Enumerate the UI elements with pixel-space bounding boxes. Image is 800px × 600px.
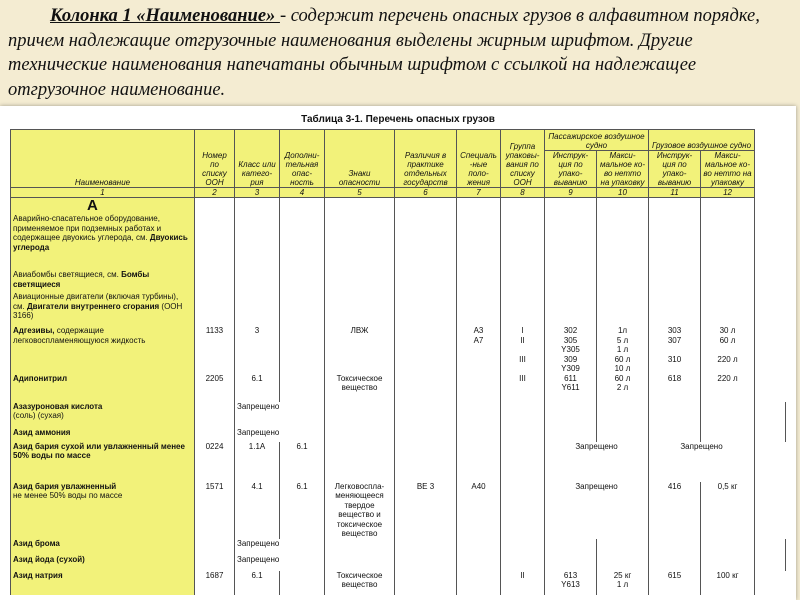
- packing-group: [501, 442, 545, 482]
- class-division: 1.1А: [235, 442, 280, 482]
- table-title: Таблица 3-1. Перечень опасных грузов: [301, 114, 495, 125]
- goods-name: Азид брома: [11, 539, 195, 555]
- empty-cell: [701, 555, 755, 571]
- forbidden-note: Запрещено: [235, 539, 325, 555]
- forbidden-note: Запрещено: [235, 428, 325, 442]
- goods-name: Адипонитрил: [11, 374, 195, 402]
- subsidiary-risk: 6.1: [280, 442, 325, 482]
- special-provision: [457, 571, 501, 595]
- header-variations: Различия в практике отдельных государств: [395, 130, 457, 188]
- hazard-label: [325, 442, 395, 482]
- packing-group: II: [501, 571, 545, 595]
- forbidden-note: Запрещено: [235, 555, 325, 571]
- hazard-label: Легковоспла-меняющееся твердое вещество и токсическое вещество: [325, 482, 395, 539]
- empty-cell: [325, 402, 395, 428]
- column-number: 4: [280, 188, 325, 198]
- empty-cell: [457, 428, 501, 442]
- empty-cell: [457, 555, 501, 571]
- empty-cell: [325, 539, 395, 555]
- special-provision: [457, 292, 501, 326]
- passenger-instruction: 302 305 Y305 309 Y309: [545, 326, 597, 374]
- header-name: Наименование: [11, 130, 195, 188]
- header-group-passenger: Пассажирское воздушное судно: [545, 130, 649, 151]
- hazard-label: [325, 292, 395, 326]
- header-cargo-pi: Инструк-ция по упако-выванию: [649, 151, 701, 188]
- empty-cell: [545, 402, 597, 428]
- un-number: [195, 214, 235, 270]
- table-row: [11, 326, 786, 374]
- empty-cell: [457, 539, 501, 555]
- cargo-max-qty: 30 л 60 л 220 л: [701, 326, 755, 374]
- table-row: [11, 214, 786, 270]
- state-variation: [395, 571, 457, 595]
- cargo-max-qty: 0,5 кг: [701, 482, 755, 539]
- cargo-instruction: 416: [649, 482, 701, 539]
- state-variation: [395, 374, 457, 402]
- un-number: [195, 428, 235, 442]
- hazard-label: ЛВЖ: [325, 326, 395, 374]
- forbidden-note: Запрещено: [235, 402, 325, 428]
- empty-cell: [649, 428, 701, 442]
- table-row: [11, 442, 786, 482]
- hazard-label: Токсическое вещество: [325, 571, 395, 595]
- state-variation: [395, 270, 457, 292]
- empty-cell: [755, 402, 786, 428]
- un-number: 0224: [195, 442, 235, 482]
- column-number: 8: [501, 188, 545, 198]
- un-number: [195, 402, 235, 428]
- header-cargo-qty: Макси-мальное ко-во нетто на упаковку: [701, 151, 755, 188]
- subsidiary-risk: [280, 292, 325, 326]
- un-number: 1687: [195, 571, 235, 595]
- column-number: 3: [235, 188, 280, 198]
- cargo-max-qty: 220 л: [701, 374, 755, 402]
- empty-cell: [649, 402, 701, 428]
- goods-name: Азид натрия: [11, 571, 195, 595]
- empty-cell: [597, 428, 649, 442]
- passenger-max-qty: 1л 5 л 1 л 60 л 10 л: [597, 326, 649, 374]
- empty-cell: [395, 539, 457, 555]
- class-division: 6.1: [235, 571, 280, 595]
- cargo-max-qty: 100 кг: [701, 571, 755, 595]
- cargo-max-qty: [701, 270, 755, 292]
- packing-group: [501, 270, 545, 292]
- cargo-instruction: 618: [649, 374, 701, 402]
- table-row: [11, 571, 786, 595]
- column-number: 11: [649, 188, 701, 198]
- empty-cell: [755, 539, 786, 555]
- empty-cell: [545, 539, 597, 555]
- un-number: 1571: [195, 482, 235, 539]
- class-division: 6.1: [235, 374, 280, 402]
- empty-cell: [701, 539, 755, 555]
- empty-cell: [395, 555, 457, 571]
- table-row: [11, 482, 786, 539]
- goods-name: Аварийно-спасательное оборудование, применяемое при подземных работах и содержащее двуокись углерода, см. Двуокись углерода: [11, 214, 195, 270]
- empty-cell: [325, 428, 395, 442]
- subsidiary-risk: [280, 374, 325, 402]
- subsidiary-risk: [280, 571, 325, 595]
- passenger-max-qty: [597, 270, 649, 292]
- passenger-instruction: [545, 214, 597, 270]
- state-variation: [395, 292, 457, 326]
- un-number: 2205: [195, 374, 235, 402]
- section-letter: А: [11, 198, 195, 215]
- hazard-label: [325, 270, 395, 292]
- caption-lead: Колонка 1 «Наименование»: [50, 6, 280, 26]
- header-un: Номер по списку ООН: [195, 130, 235, 188]
- un-number: [195, 555, 235, 571]
- header-pax-qty: Макси-мальное ко-во нетто на упаковку: [597, 151, 649, 188]
- empty-cell: [395, 428, 457, 442]
- hazard-label: Токсическое вещество: [325, 374, 395, 402]
- subsidiary-risk: [280, 214, 325, 270]
- empty-cell: [597, 402, 649, 428]
- column-number: 5: [325, 188, 395, 198]
- state-variation: [395, 326, 457, 374]
- header-special: Специаль-ные поло-жения: [457, 130, 501, 188]
- passenger-instruction: 613 Y613: [545, 571, 597, 595]
- dangerous-goods-table: [10, 129, 786, 595]
- header-pax-pi: Инструк-ция по упако-выванию: [545, 151, 597, 188]
- table-body: [11, 198, 786, 595]
- table-row: [11, 374, 786, 402]
- table-row: [11, 402, 786, 428]
- table-row: [11, 292, 786, 326]
- table-row: [11, 539, 786, 555]
- empty-cell: [597, 555, 649, 571]
- un-number: [195, 270, 235, 292]
- special-provision: [457, 270, 501, 292]
- packing-group: I II III: [501, 326, 545, 374]
- subsidiary-risk: [280, 326, 325, 374]
- cargo-instruction: [649, 214, 701, 270]
- header-group-cargo: Грузовое воздушное судно: [649, 130, 755, 151]
- un-number: 1133: [195, 326, 235, 374]
- passenger-max-qty: [597, 214, 649, 270]
- special-provision: [457, 442, 501, 482]
- empty-cell: [649, 539, 701, 555]
- passenger-instruction: 611 Y611: [545, 374, 597, 402]
- header-class: Класс или катего-рия: [235, 130, 280, 188]
- passenger-max-qty: [597, 292, 649, 326]
- class-division: 3: [235, 326, 280, 374]
- packing-group: [501, 214, 545, 270]
- header-subsidiary: Дополни-тельная опас-ность: [280, 130, 325, 188]
- empty-cell: [701, 402, 755, 428]
- empty-cell: [545, 428, 597, 442]
- cargo-max-qty: [701, 214, 755, 270]
- empty-cell: [701, 428, 755, 442]
- header-packing-group: Группа упаковы-вания по списку ООН: [501, 130, 545, 188]
- subsidiary-risk: [280, 270, 325, 292]
- cargo-max-qty: [701, 292, 755, 326]
- passenger-max-qty: 60 л 2 л: [597, 374, 649, 402]
- forbidden-cargo: Запрещено: [649, 442, 755, 482]
- table-sheet: [0, 106, 796, 600]
- empty-cell: [501, 428, 545, 442]
- class-division: [235, 270, 280, 292]
- empty-cell: [501, 539, 545, 555]
- caption-text: - содержит перечень опасных грузов в алфавитном порядке, причем надлежащие отгрузочные наименования выделены жирным шрифтом. Другие технические наименования напечатаны обычным шрифтом с ссылкой на надлежащее отгрузочное наименование.: [8, 6, 760, 100]
- empty-cell: [501, 555, 545, 571]
- caption: [8, 4, 794, 102]
- forbidden-passenger: Запрещено: [545, 442, 649, 482]
- goods-name: Авиабомбы светящиеся, см. Бомбы светящиеся: [11, 270, 195, 292]
- passenger-instruction: [545, 270, 597, 292]
- goods-name: Азазуроновая кислота (соль) (сухая): [11, 402, 195, 428]
- packing-group: [501, 482, 545, 539]
- table-row: [11, 270, 786, 292]
- empty-cell: [755, 428, 786, 442]
- table-row: [11, 428, 786, 442]
- goods-name: Азид бария сухой или увлажненный менее 50% воды по массе: [11, 442, 195, 482]
- column-number: 9: [545, 188, 597, 198]
- passenger-max-qty: 25 кг 1 л: [597, 571, 649, 595]
- un-number: [195, 292, 235, 326]
- special-provision: [457, 214, 501, 270]
- goods-name: Азид аммония: [11, 428, 195, 442]
- table-row: [11, 555, 786, 571]
- empty-cell: [325, 555, 395, 571]
- cargo-instruction: [649, 270, 701, 292]
- empty-cell: [649, 555, 701, 571]
- empty-cell: [597, 539, 649, 555]
- column-numbers-row: [11, 188, 786, 198]
- subsidiary-risk: 6.1: [280, 482, 325, 539]
- goods-name: Авиационные двигатели (включая турбины), см. Двигатели внутреннего сгорания (ООН 3166): [11, 292, 195, 326]
- class-division: [235, 292, 280, 326]
- state-variation: [395, 214, 457, 270]
- goods-name: Азид бария увлажненный не менее 50% воды по массе: [11, 482, 195, 539]
- packing-group: III: [501, 374, 545, 402]
- empty-cell: [545, 555, 597, 571]
- special-provision: А40: [457, 482, 501, 539]
- special-provision: А3 А7: [457, 326, 501, 374]
- empty-cell: [395, 402, 457, 428]
- un-number: [195, 539, 235, 555]
- empty-cell: [457, 402, 501, 428]
- passenger-instruction: [545, 292, 597, 326]
- state-variation: ВЕ 3: [395, 482, 457, 539]
- column-number: 2: [195, 188, 235, 198]
- column-number: 12: [701, 188, 755, 198]
- column-number: 10: [597, 188, 649, 198]
- empty-cell: [755, 555, 786, 571]
- class-division: [235, 214, 280, 270]
- cargo-instruction: 615: [649, 571, 701, 595]
- state-variation: [395, 442, 457, 482]
- forbidden-passenger: Запрещено: [545, 482, 649, 539]
- special-provision: [457, 374, 501, 402]
- column-number: 1: [11, 188, 195, 198]
- hazard-label: [325, 214, 395, 270]
- cargo-instruction: 303 307 310: [649, 326, 701, 374]
- class-division: 4.1: [235, 482, 280, 539]
- header-labels: Знаки опасности: [325, 130, 395, 188]
- goods-name: Адгезивы, содержащие легковоспламеняющуюся жидкость: [11, 326, 195, 374]
- cargo-instruction: [649, 292, 701, 326]
- column-number: 6: [395, 188, 457, 198]
- column-number: 7: [457, 188, 501, 198]
- packing-group: [501, 292, 545, 326]
- goods-name: Азид йода (сухой): [11, 555, 195, 571]
- empty-cell: [501, 402, 545, 428]
